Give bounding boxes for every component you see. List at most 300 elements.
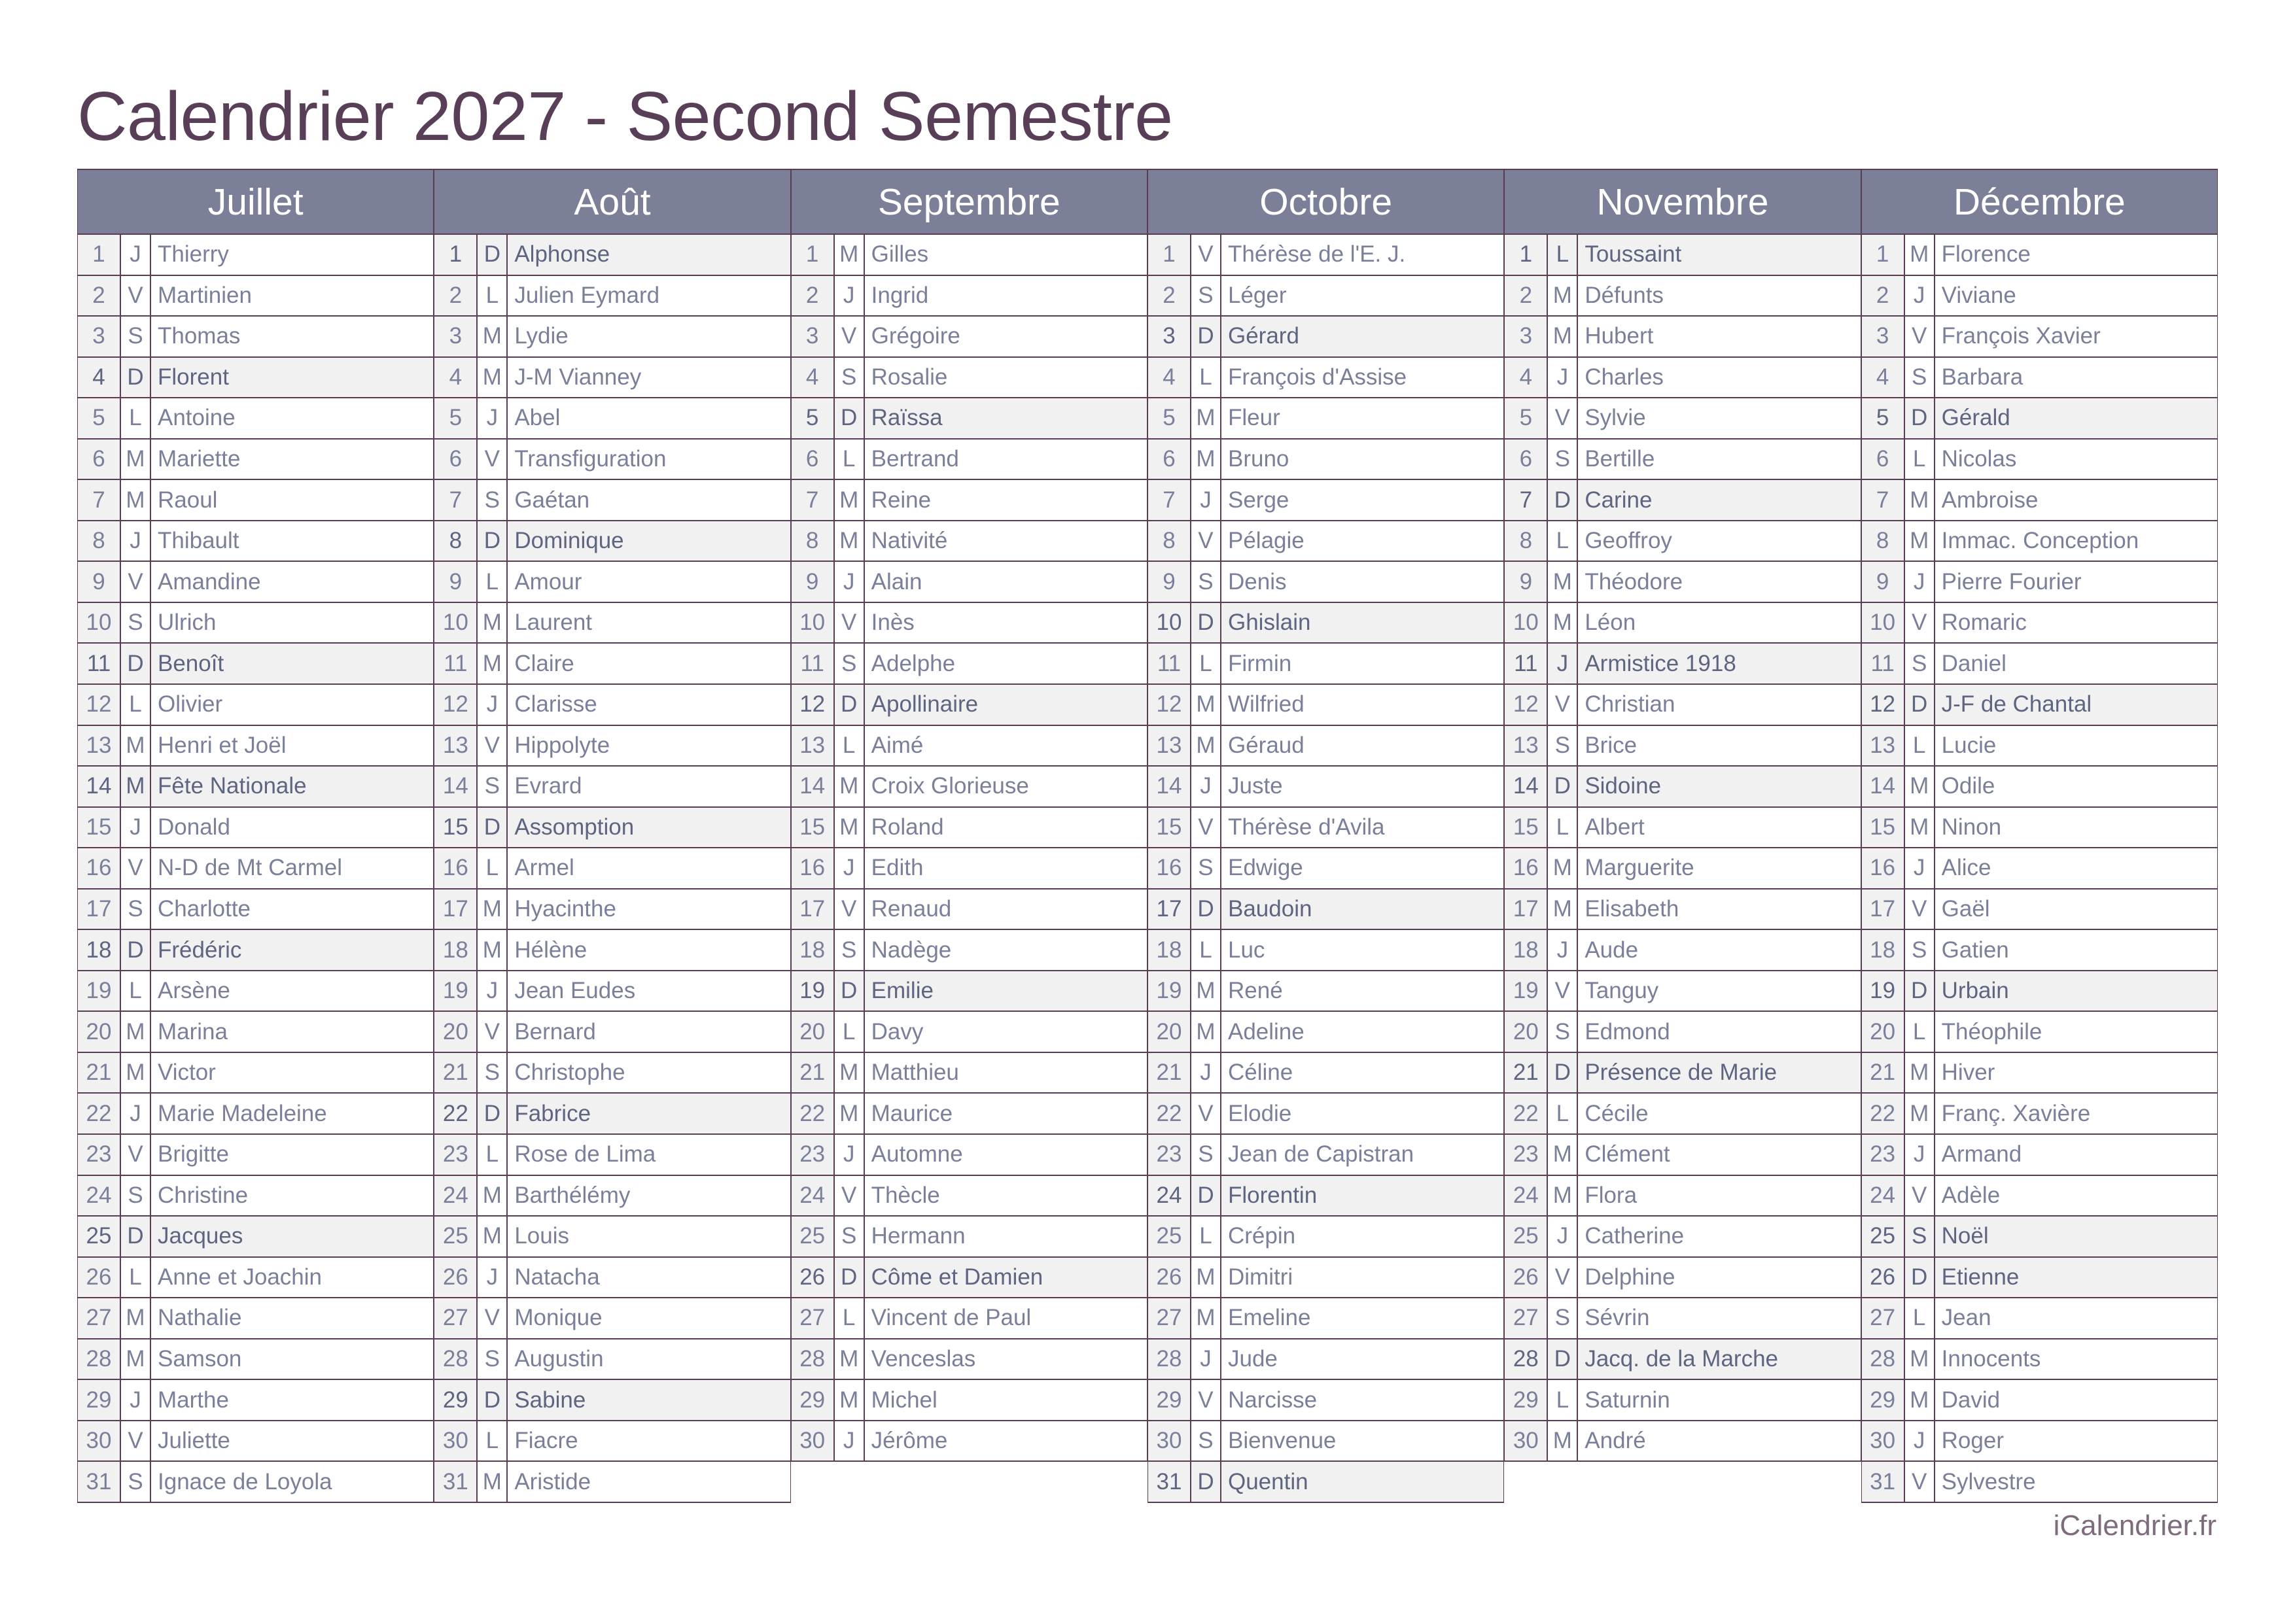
weekday-letter: D (1548, 480, 1578, 520)
day-row (1861, 848, 2218, 890)
day-number: 23 (1148, 1135, 1191, 1175)
saint-name: Viviane (1941, 282, 2016, 308)
day-number: 5 (1148, 398, 1191, 438)
day-number: 23 (434, 1135, 478, 1175)
day-row (1504, 848, 1861, 890)
weekday-letter: D (121, 1217, 151, 1256)
weekday-letter: J (1191, 1339, 1221, 1379)
day-number: 5 (1505, 398, 1548, 438)
day-row (434, 644, 790, 685)
day-row (791, 685, 1148, 726)
day-number: 28 (434, 1339, 478, 1379)
day-number: 25 (1862, 1217, 1905, 1256)
saint-name: Crépin (1227, 1223, 1296, 1249)
saint-name: Présence de Marie (1585, 1060, 1778, 1086)
weekday-letter: M (835, 235, 865, 275)
day-row (791, 235, 1148, 276)
day-number: 7 (1505, 480, 1548, 520)
weekday-letter: V (1191, 808, 1221, 848)
weekday-letter: S (1905, 1217, 1935, 1256)
weekday-letter: D (121, 930, 151, 970)
weekday-letter: M (478, 358, 508, 398)
day-row (77, 398, 434, 440)
day-number: 3 (1505, 317, 1548, 356)
day-number: 26 (1862, 1258, 1905, 1298)
weekday-letter: V (478, 1012, 508, 1052)
saint-name: Thérèse de l'E. J. (1227, 241, 1406, 268)
weekday-letter: L (1548, 235, 1578, 275)
weekday-letter: V (121, 848, 151, 888)
weekday-letter: L (1191, 1217, 1221, 1256)
weekday-letter: S (1548, 1012, 1578, 1052)
weekday-letter: D (478, 1380, 508, 1420)
saint-name: Tanguy (1585, 978, 1659, 1004)
saint-name: Alice (1941, 855, 1991, 881)
weekday-letter: M (1905, 235, 1935, 275)
day-row (1148, 1135, 1504, 1176)
saint-name: Elisabeth (1585, 896, 1679, 922)
saint-name: Jean Eudes (514, 978, 636, 1004)
weekday-letter: J (478, 685, 508, 725)
saint-name: Pélagie (1227, 528, 1305, 554)
weekday-letter: M (121, 1339, 151, 1379)
day-number: 6 (1862, 440, 1905, 479)
day-row (1148, 603, 1504, 644)
day-row (1148, 521, 1504, 562)
saint-name: Gaël (1941, 896, 1990, 922)
weekday-letter: V (835, 1176, 865, 1216)
day-number: 6 (1148, 440, 1191, 479)
day-row (791, 767, 1148, 808)
weekday-letter: D (478, 808, 508, 848)
day-row (791, 930, 1148, 971)
weekday-letter: J (1905, 1421, 1935, 1461)
day-number: 19 (1148, 971, 1191, 1011)
saint-name: Catherine (1585, 1223, 1685, 1249)
day-row (434, 1421, 790, 1462)
saint-name: Delphine (1585, 1264, 1675, 1290)
day-row (1148, 971, 1504, 1012)
weekday-letter: L (478, 276, 508, 316)
saint-name: Fête Nationale (158, 773, 307, 799)
weekday-letter: D (1191, 1462, 1221, 1502)
day-number: 12 (1148, 685, 1191, 725)
saint-name: Martinien (158, 282, 252, 308)
day-number: 27 (1862, 1298, 1905, 1338)
weekday-letter: M (1548, 1421, 1578, 1461)
weekday-letter: S (1191, 848, 1221, 888)
weekday-letter: L (121, 398, 151, 438)
day-row (1861, 276, 2218, 317)
day-row (77, 1339, 434, 1381)
saint-name: Croix Glorieuse (871, 773, 1029, 799)
day-row (1148, 1176, 1504, 1217)
saint-name: Arsène (158, 978, 230, 1004)
day-row (1148, 317, 1504, 358)
weekday-letter: M (1548, 1176, 1578, 1216)
saint-name: Gilles (871, 241, 929, 268)
day-number: 19 (78, 971, 121, 1011)
day-number: 18 (792, 930, 835, 970)
day-number: 6 (434, 440, 478, 479)
weekday-letter: M (1191, 398, 1221, 438)
weekday-letter: J (1548, 644, 1578, 683)
weekday-letter: L (1548, 808, 1578, 848)
day-row (434, 1135, 790, 1176)
footer-brand: iCalendrier.fr (2053, 1510, 2216, 1542)
day-number: 28 (1862, 1339, 1905, 1379)
day-row (77, 1421, 434, 1462)
weekday-letter: S (121, 1462, 151, 1502)
day-number: 2 (1505, 276, 1548, 316)
saint-name: Gaétan (514, 487, 590, 513)
day-row (1148, 1258, 1504, 1299)
saint-name: Aimé (871, 732, 924, 758)
weekday-letter: M (121, 726, 151, 766)
day-number: 28 (78, 1339, 121, 1379)
saint-name: Gatien (1941, 937, 2009, 963)
weekday-letter: V (121, 1135, 151, 1175)
day-number: 17 (792, 890, 835, 929)
day-number: 13 (1862, 726, 1905, 766)
weekday-letter: V (478, 726, 508, 766)
saint-name: Mariette (158, 446, 241, 472)
month-header: Décembre (1861, 169, 2218, 235)
day-row (77, 1217, 434, 1258)
day-number: 26 (78, 1258, 121, 1298)
saint-name: Léger (1227, 282, 1287, 308)
day-row (1861, 644, 2218, 685)
day-number: 16 (792, 848, 835, 888)
day-row (1148, 440, 1504, 481)
day-number: 5 (434, 398, 478, 438)
day-number: 3 (1148, 317, 1191, 356)
weekday-letter: V (1191, 1094, 1221, 1133)
day-row (791, 1094, 1148, 1135)
weekday-letter: D (1905, 685, 1935, 725)
saint-name: Frédéric (158, 937, 242, 963)
weekday-letter: J (121, 521, 151, 561)
saint-name: Monique (514, 1305, 603, 1331)
saint-name: Ghislain (1227, 610, 1311, 636)
day-row (791, 1053, 1148, 1094)
day-row (77, 358, 434, 399)
saint-name: Urbain (1941, 978, 2009, 1004)
weekday-letter: M (1548, 848, 1578, 888)
day-number: 14 (792, 767, 835, 806)
weekday-letter: V (1548, 971, 1578, 1011)
day-number: 9 (1862, 562, 1905, 602)
day-number: 21 (1148, 1053, 1191, 1093)
saint-name: Natacha (514, 1264, 600, 1290)
saint-name: Bruno (1227, 446, 1289, 472)
saint-name: Davy (871, 1018, 924, 1045)
day-row (791, 358, 1148, 399)
weekday-letter: V (1905, 1462, 1935, 1502)
saint-name: Toussaint (1585, 241, 1682, 268)
day-number: 23 (792, 1135, 835, 1175)
day-number: 22 (792, 1094, 835, 1133)
saint-name: Edmond (1585, 1018, 1670, 1045)
day-number: 17 (434, 890, 478, 929)
day-row (1504, 890, 1861, 931)
day-row (77, 440, 434, 481)
saint-name: Brigitte (158, 1141, 229, 1167)
saint-name: Florence (1941, 241, 2031, 268)
weekday-letter: S (1191, 1135, 1221, 1175)
month-column (791, 169, 1148, 1503)
day-row (77, 1258, 434, 1299)
saint-name: Céline (1227, 1060, 1293, 1086)
saint-name: Claire (514, 650, 574, 676)
weekday-letter: J (1548, 358, 1578, 398)
saint-name: Juliette (158, 1428, 230, 1454)
saint-name: Henri et Joël (158, 732, 287, 758)
saint-name: Clarisse (514, 691, 597, 717)
page-title: Calendrier 2027 - Second Semestre (77, 78, 1173, 155)
day-row (1861, 1380, 2218, 1421)
weekday-letter: J (121, 1094, 151, 1133)
day-number: 11 (78, 644, 121, 683)
day-row (1861, 398, 2218, 440)
day-row (1148, 726, 1504, 767)
day-number: 30 (78, 1421, 121, 1461)
day-number: 21 (78, 1053, 121, 1093)
day-number: 12 (78, 685, 121, 725)
day-row (77, 1462, 434, 1503)
day-number: 20 (1862, 1012, 1905, 1052)
day-row (77, 276, 434, 317)
weekday-letter: V (835, 603, 865, 643)
day-number: 20 (1505, 1012, 1548, 1052)
weekday-letter: V (1548, 1258, 1578, 1298)
saint-name: Hélène (514, 937, 587, 963)
weekday-letter: S (478, 1339, 508, 1379)
day-number: 29 (1505, 1380, 1548, 1420)
day-number: 8 (434, 521, 478, 561)
day-row (434, 848, 790, 890)
saint-name: Odile (1941, 773, 1995, 799)
saint-name: Léon (1585, 610, 1636, 636)
day-number: 16 (434, 848, 478, 888)
day-number: 25 (434, 1217, 478, 1256)
day-number: 7 (1148, 480, 1191, 520)
weekday-letter: M (121, 1053, 151, 1093)
saint-name: Théophile (1941, 1018, 2042, 1045)
saint-name: Rose de Lima (514, 1141, 656, 1167)
weekday-letter: M (121, 1298, 151, 1338)
day-row (1861, 480, 2218, 521)
day-row (1504, 562, 1861, 603)
saint-name: Nicolas (1941, 446, 2017, 472)
day-number: 18 (78, 930, 121, 970)
weekday-letter: M (1548, 603, 1578, 643)
saint-name: Alain (871, 568, 922, 595)
saint-name: Brice (1585, 732, 1638, 758)
weekday-letter: V (1905, 890, 1935, 929)
saint-name: Thierry (158, 241, 229, 268)
weekday-letter: V (121, 562, 151, 602)
day-row (434, 440, 790, 481)
day-number: 19 (792, 971, 835, 1011)
weekday-letter: S (835, 358, 865, 398)
saint-name: Franç. Xavière (1941, 1100, 2091, 1126)
day-number: 2 (434, 276, 478, 316)
day-number: 15 (78, 808, 121, 848)
weekday-letter: V (1905, 317, 1935, 356)
saint-name: Hippolyte (514, 732, 610, 758)
day-number: 4 (1148, 358, 1191, 398)
calendar-grid (77, 169, 2218, 1503)
weekday-letter: M (478, 930, 508, 970)
weekday-letter: J (1905, 276, 1935, 316)
day-row (77, 235, 434, 276)
day-row (1148, 848, 1504, 890)
month-header: Juillet (77, 169, 434, 235)
day-row (434, 562, 790, 603)
day-number: 8 (1148, 521, 1191, 561)
day-row (791, 1298, 1148, 1339)
day-number: 13 (78, 726, 121, 766)
day-number: 16 (1148, 848, 1191, 888)
saint-name: Adèle (1941, 1182, 2001, 1208)
weekday-letter: S (121, 603, 151, 643)
day-number: 8 (792, 521, 835, 561)
weekday-letter: V (1548, 398, 1578, 438)
weekday-letter: D (121, 358, 151, 398)
saint-name: Cécile (1585, 1100, 1649, 1126)
weekday-letter: M (478, 890, 508, 929)
day-row (1861, 562, 2218, 603)
day-number: 1 (1148, 235, 1191, 275)
day-number: 3 (792, 317, 835, 356)
day-number: 11 (1505, 644, 1548, 683)
day-number: 14 (78, 767, 121, 806)
day-number: 12 (434, 685, 478, 725)
day-number: 29 (1148, 1380, 1191, 1420)
day-number: 27 (1148, 1298, 1191, 1338)
day-number: 16 (1505, 848, 1548, 888)
saint-name: Amour (514, 568, 582, 595)
saint-name: Geoffroy (1585, 528, 1672, 554)
weekday-letter: L (478, 848, 508, 888)
weekday-letter: D (835, 1258, 865, 1298)
day-row (77, 848, 434, 890)
day-row (791, 1135, 1148, 1176)
saint-name: Grégoire (871, 323, 960, 349)
saint-name: Marie Madeleine (158, 1100, 327, 1126)
day-row (1504, 644, 1861, 685)
day-number: 19 (434, 971, 478, 1011)
day-row (791, 521, 1148, 562)
saint-name: Fabrice (514, 1100, 591, 1126)
day-row (1148, 1462, 1504, 1503)
saint-name: Ulrich (158, 610, 217, 636)
day-row (434, 726, 790, 767)
weekday-letter: L (1905, 726, 1935, 766)
saint-name: Lucie (1941, 732, 1997, 758)
weekday-letter: M (1548, 890, 1578, 929)
day-row (1148, 1339, 1504, 1381)
weekday-letter: M (1191, 726, 1221, 766)
day-row (1504, 1094, 1861, 1135)
day-number: 14 (434, 767, 478, 806)
saint-name: Maurice (871, 1100, 953, 1126)
saint-name: Bernard (514, 1018, 596, 1045)
day-row (434, 398, 790, 440)
weekday-letter: L (478, 1135, 508, 1175)
day-row (1861, 1012, 2218, 1053)
saint-name: Evrard (514, 773, 582, 799)
weekday-letter: M (1191, 1258, 1221, 1298)
saint-name: Julien Eymard (514, 282, 660, 308)
weekday-letter: S (835, 644, 865, 683)
day-row (791, 971, 1148, 1012)
weekday-letter: S (1548, 1298, 1578, 1338)
saint-name: Donald (158, 814, 230, 840)
day-number: 11 (1148, 644, 1191, 683)
day-row (791, 440, 1148, 481)
weekday-letter: M (1548, 562, 1578, 602)
day-row (1861, 1421, 2218, 1462)
day-row (1504, 1176, 1861, 1217)
weekday-letter: L (1905, 1012, 1935, 1052)
saint-name: Augustin (514, 1346, 604, 1372)
weekday-letter: M (478, 1176, 508, 1216)
day-number: 2 (78, 276, 121, 316)
weekday-letter: J (835, 848, 865, 888)
day-number: 30 (1148, 1421, 1191, 1461)
day-number: 28 (1148, 1339, 1191, 1379)
saint-name: Jacq. de la Marche (1585, 1346, 1779, 1372)
day-row (791, 890, 1148, 931)
day-number: 21 (792, 1053, 835, 1093)
day-number: 7 (1862, 480, 1905, 520)
day-row (791, 1217, 1148, 1258)
day-number: 25 (1148, 1217, 1191, 1256)
day-number: 14 (1148, 767, 1191, 806)
saint-name: Sylvie (1585, 405, 1646, 431)
saint-name: Carine (1585, 487, 1653, 513)
weekday-letter: M (478, 317, 508, 356)
day-number: 11 (434, 644, 478, 683)
day-row (434, 235, 790, 276)
day-row (1504, 235, 1861, 276)
saint-name: Hyacinthe (514, 896, 616, 922)
weekday-letter: D (1191, 317, 1221, 356)
day-number: 29 (1862, 1380, 1905, 1420)
day-row (434, 276, 790, 317)
day-row (77, 521, 434, 562)
weekday-letter: M (1905, 1053, 1935, 1093)
day-row (791, 317, 1148, 358)
day-number: 7 (434, 480, 478, 520)
saint-name: Barthélémy (514, 1182, 631, 1208)
weekday-letter: J (1191, 1053, 1221, 1093)
day-row (791, 644, 1148, 685)
day-row (1504, 480, 1861, 521)
saint-name: Christophe (514, 1060, 625, 1086)
day-number: 1 (434, 235, 478, 275)
day-row (434, 685, 790, 726)
day-row (1861, 440, 2218, 481)
day-row (1861, 767, 2218, 808)
day-row (1861, 603, 2218, 644)
weekday-letter: L (1548, 521, 1578, 561)
day-row (1148, 1380, 1504, 1421)
day-number: 5 (78, 398, 121, 438)
weekday-letter: D (1905, 1258, 1935, 1298)
